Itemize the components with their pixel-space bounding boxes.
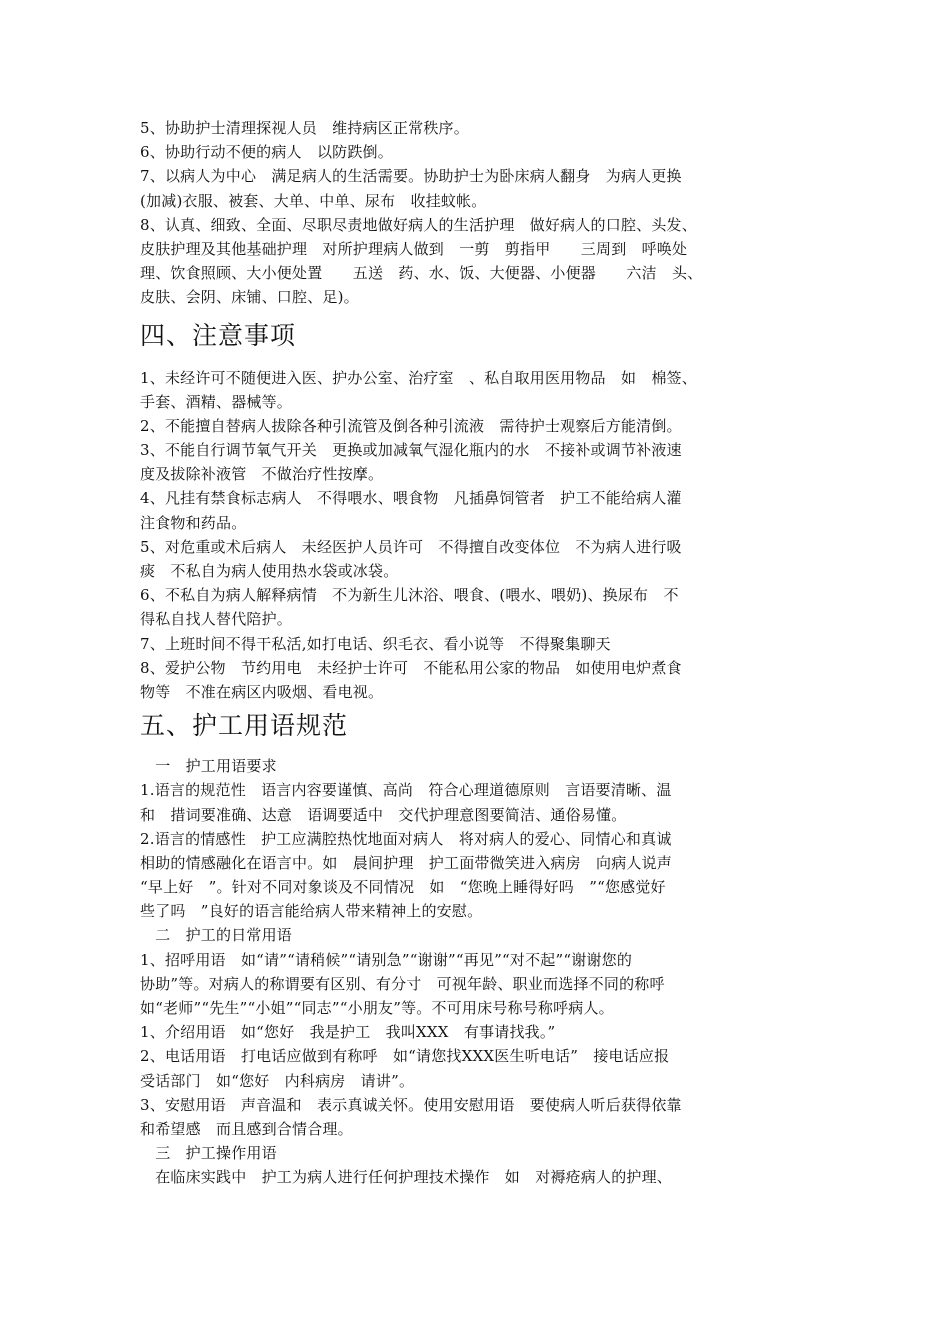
paragraph-line: 2、不能擅自替病人拔除各种引流管及倒各种引流液 需待护士观察后方能清倒。 [140, 416, 682, 435]
paragraph-line: “早上好 ”。针对不同对象谈及不同情况 如 “您晚上睡得好吗 ”“您感觉好 [140, 878, 666, 897]
paragraph-line: 在临床实践中 护工为病人进行任何护理技术操作 如 对褥疮病人的护理、 [140, 1168, 673, 1187]
paragraph-line: 皮肤、会阴、床铺、口腔、足)。 [140, 288, 359, 307]
paragraph-line: 7、以病人为中心 满足病人的生活需要。协助护士为卧床病人翻身 为病人更换 [140, 167, 682, 186]
paragraph-line: 3、安慰用语 声音温和 表示真诚关怀。使用安慰用语 要使病人听后获得依靠 [140, 1095, 682, 1114]
paragraph-line: 6、不私自为病人解释病情 不为新生儿沐浴、喂食、(喂水、喂奶)、换尿布 不 [140, 586, 679, 605]
paragraph-line: 相助的情感融化在语言中。如 晨间护理 护工面带微笑进入病房 向病人说声 [140, 853, 673, 872]
subheading-line: 二 护工的日常用语 [140, 926, 293, 945]
paragraph-line: 4、凡挂有禁食标志病人 不得喂水、喂食物 凡插鼻饲管者 护工不能给病人灌 [140, 489, 682, 508]
paragraph-line: 1、介绍用语 如“您好 我是护工 我叫XXX 有事请找我。” [140, 1023, 556, 1042]
paragraph-line: 8、认真、细致、全面、尽职尽责地做好病人的生活护理 做好病人的口腔、头发、 [140, 215, 697, 234]
paragraph-line: 得私自找人替代陪护。 [140, 610, 293, 629]
paragraph-line: 度及拔除补液管 不做治疗性按摩。 [140, 465, 384, 484]
paragraph-line: 6、协助行动不便的病人 以防跌倒。 [140, 143, 393, 162]
subheading-line: 一 护工用语要求 [140, 757, 277, 776]
section-top [140, 116, 770, 310]
paragraph-line: 如“老师”“先生”“小姐”“同志”“小朋友”等。不可用床号称号称呼病人。 [140, 999, 614, 1017]
paragraph-line: 注食物和药品。 [140, 513, 247, 532]
section-precautions [140, 366, 770, 705]
paragraph-line: 协助”等。对病人的称谓要有区别、有分寸 可视年龄、职业而选择不同的称呼 [140, 974, 665, 993]
paragraph-line: 手套、酒精、器械等。 [140, 392, 293, 411]
paragraph-line: 和希望感 而且感到合情合理。 [140, 1119, 353, 1138]
paragraph-line: 5、协助护士清理探视人员 维持病区正常秩序。 [140, 119, 469, 137]
paragraph-line: (加减)衣服、被套、大单、中单、尿布 收挂蚊帐。 [140, 191, 487, 210]
paragraph-line: 1、未经许可不随便进入医、护办公室、治疗室 、私自取用医用物品 如 棉签、 [140, 368, 697, 387]
section-language-norms [140, 754, 770, 1189]
document-page [140, 116, 770, 1190]
paragraph-line: 和 措词要准确、达意 语调要适中 交代护理意图要简洁、通俗易懂。 [140, 805, 627, 824]
paragraph-line: 理、饮食照顾、大小便处置 五送 药、水、饭、大便器、小便器 六洁 头、 [140, 264, 703, 283]
paragraph-line: 痰 不私自为病人使用热水袋或冰袋。 [140, 562, 399, 580]
paragraph-line: 2、电话用语 打电话应做到有称呼 如“请您找XXX医生听电话” 接电话应报 [140, 1047, 670, 1066]
paragraph-line: 5、对危重或术后病人 未经医护人员许可 不得擅自改变体位 不为病人进行吸 [140, 537, 682, 556]
paragraph-line: 受话部门 如“您好 内科病房 请讲”。 [140, 1071, 415, 1090]
subheading-line: 三 护工操作用语 [140, 1144, 277, 1163]
paragraph-line: 7、上班时间不得干私活,如打电话、织毛衣、看小说等 不得聚集聊天 [140, 634, 611, 653]
paragraph-line: 3、不能自行调节氧气开关 更换或加减氧气湿化瓶内的水 不接补或调节补液速 [140, 441, 682, 460]
paragraph-line: 皮肤护理及其他基础护理 对所护理病人做到 一剪 剪指甲 三周到 呼唤处 [140, 239, 688, 258]
paragraph-line: 1、招呼用语 如“请”“请稍候”“请别急”“谢谢”“再见”“对不起”“谢谢您的 [140, 950, 633, 969]
paragraph-line: 物等 不准在病区内吸烟、看电视。 [140, 682, 384, 701]
paragraph-line: 2.语言的情感性 护工应满腔热忱地面对病人 将对病人的爱心、同情心和真诚 [140, 829, 672, 848]
paragraph-line: 1.语言的规范性 语言内容要谨慎、高尚 符合心理道德原则 言语要清晰、温 [140, 781, 672, 800]
section-heading-precautions: 四、注意事项 [140, 320, 297, 350]
paragraph-line: 些了吗 ”良好的语言能给病人带来精神上的安慰。 [140, 902, 483, 921]
paragraph-line: 8、爱护公物 节约用电 未经护士许可 不能私用公家的物品 如使用电炉煮食 [140, 658, 682, 677]
section-heading-language-norms: 五、护工用语规范 [140, 711, 349, 741]
